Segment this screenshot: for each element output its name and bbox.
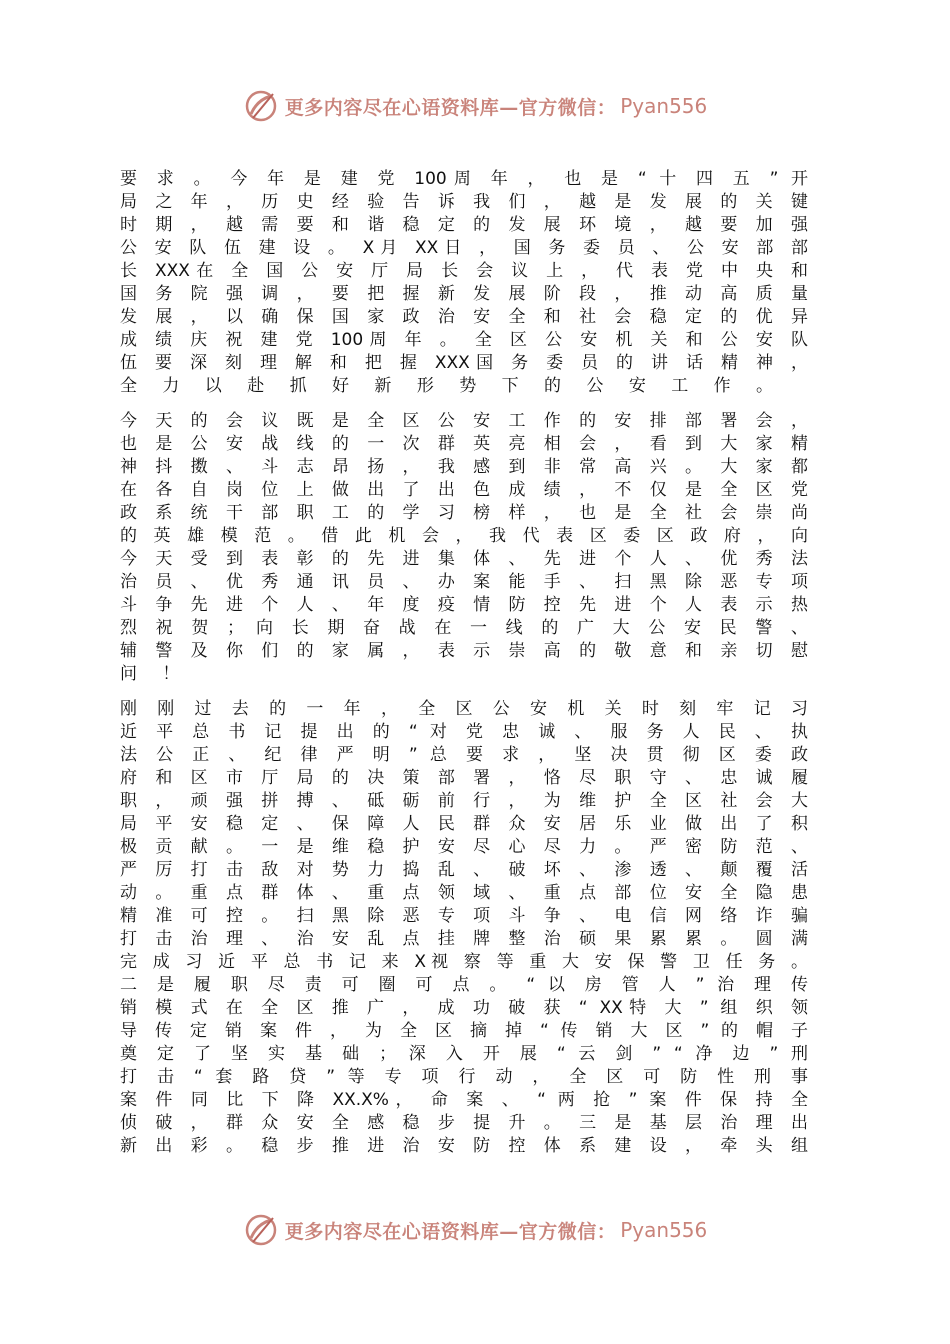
text-line: 极 贡 献 。 一 是 维 稳 护 安 尽 心 尽 力 。 严 密 防 范 、: [120, 837, 808, 857]
document-body: [120, 168, 808, 1158]
paragraph-2: [120, 410, 808, 686]
text-line: 销 模 式 在 全 区 推 广 ， 成 功 破 获 “ XX特 大 ” 组 织 领: [120, 998, 808, 1018]
text-line: 精 准 可 控 。 扫 黑 除 恶 专 项 斗 争 、 电 信 网 络 诈 骗: [120, 906, 808, 926]
text-line: 在 各 自 岗 位 上 做 出 了 出 色 成 绩 ， 不 仅 是 全 区 党: [120, 480, 808, 500]
text-line: 要 求 。 今 年 是 建 党 100周 年 ， 也 是 “ 十 四 五 ” 开: [120, 169, 808, 189]
banner-text: 更多内容尽在心语资料库—官方微信：: [284, 1220, 617, 1243]
footer-watermark: [0, 1210, 950, 1250]
text-line: 也 是 公 安 战 线 的 一 次 群 英 亮 相 会 ， 看 到 大 家 精: [120, 434, 808, 454]
text-line: 严 厉 打 击 敌 对 势 力 捣 乱 、 破 坏 、 渗 透 、 颠 覆 活: [120, 860, 808, 880]
text-line: 打 击 “ 套 路 贷 ” 等 专 项 行 动 ， 全 区 可 防 性 刑 事: [120, 1067, 808, 1087]
text-line: 治 员 、 优 秀 通 讯 员 、 办 案 能 手 、 扫 黑 除 恶 专 项: [120, 572, 808, 592]
text-line: 政 系 统 干 部 职 工 的 学 习 榜 样 ， 也 是 全 社 会 崇 尚: [120, 503, 808, 523]
text-line: 新 出 彩 。 稳 步 推 进 治 安 防 控 体 系 建 设 ， 牵 头 组: [120, 1136, 808, 1156]
text-line: 辅 警 及 你 们 的 家 属 ， 表 示 崇 高 的 敬 意 和 亲 切 慰: [120, 641, 808, 661]
text-line: 斗 争 先 进 个 人 、 年 度 疫 情 防 控 先 进 个 人 表 示 热: [120, 595, 808, 615]
text-line: 成 绩 庆 祝 建 党 100周 年 。 全 区 公 安 机 关 和 公 安 队: [120, 330, 808, 350]
text-line: 动 。 重 点 群 体 、 重 点 领 域 、 重 点 部 位 安 全 隐 患: [120, 883, 808, 903]
text-line: 法 公 正 、 纪 律 严 明 ” 总 要 求 ， 坚 决 贯 彻 区 委 政: [120, 745, 808, 765]
text-line: 二 是 履 职 尽 责 可 圈 可 点 。 “ 以 房 管 人 ” 治 理 传: [120, 975, 808, 995]
text-line: 今 天 受 到 表 彰 的 先 进 集 体 、 先 进 个 人 、 优 秀 法: [120, 549, 808, 569]
banner-wechat-id: Pyan556: [620, 1218, 708, 1242]
header-watermark: [0, 86, 950, 126]
text-line: 烈 祝 贺 ； 向 长 期 奋 战 在 一 线 的 广 大 公 安 民 警 、: [120, 618, 808, 638]
text-line: 侦 破 ， 群 众 安 全 感 稳 步 提 升 。 三 是 基 层 治 理 出: [120, 1113, 808, 1133]
text-line: 局 之 年 ， 历 史 经 验 告 诉 我 们 ， 越 是 发 展 的 关 键: [120, 192, 808, 212]
pen-logo-icon: [243, 88, 279, 124]
text-line: 职 ， 顽 强 拼 搏 、 砥 砺 前 行 ， 为 维 护 全 区 社 会 大: [120, 791, 808, 811]
text-line: 打 击 治 理 、 治 安 乱 点 挂 牌 整 治 硕 果 累 累 。 圆 满: [120, 929, 808, 949]
pen-logo-icon: [243, 1212, 279, 1248]
text-line: 近 平 总 书 记 提 出 的 “ 对 党 忠 诚 、 服 务 人 民 、 执: [120, 722, 808, 742]
text-line: 神 抖 擞 、 斗 志 昂 扬 ， 我 感 到 非 常 高 兴 。 大 家 都: [120, 457, 808, 477]
text-line: 国 务 院 强 调 ， 要 把 握 新 发 展 阶 段 ， 推 动 高 质 量: [120, 284, 808, 304]
text-line: 时 期 ， 越 需 要 和 谐 稳 定 的 发 展 环 境 ， 越 要 加 强: [120, 215, 808, 235]
text-line: 完 成 习 近 平 总 书 记 来 X视 察 等 重 大 安 保 警 卫 任 务 。: [120, 952, 808, 972]
text-line: 长 XXX在 全 国 公 安 厅 局 长 会 议 上 ， 代 表 党 中 央 和: [120, 261, 808, 281]
text-line: 全 力 以 赴 抓 好 新 形 势 下 的 公 安 工 作 。: [120, 376, 784, 396]
text-line: 问 ！: [120, 664, 190, 684]
text-line: 今 天 的 会 议 既 是 全 区 公 安 工 作 的 安 排 部 署 会 ，: [120, 411, 808, 431]
text-line: 局 平 安 稳 定 、 保 障 人 民 群 众 安 居 乐 业 做 出 了 积: [120, 814, 808, 834]
text-line: 刚 刚 过 去 的 一 年 ， 全 区 公 安 机 关 时 刻 牢 记 习: [120, 699, 808, 719]
text-line: 案 件 同 比 下 降 XX.X%， 命 案 、 “ 两 抢 ” 案 件 保 持 全: [120, 1090, 808, 1110]
text-line: 伍 要 深 刻 理 解 和 把 握 XXX国 务 委 员 的 讲 话 精 神 ，: [120, 353, 808, 373]
text-line: 公 安 队 伍 建 设 。 X月 XX日 ， 国 务 委 员 、 公 安 部 部: [120, 238, 808, 258]
paragraph-3: [120, 698, 808, 1158]
text-line: 府 和 区 市 厅 局 的 决 策 部 署 ， 恪 尽 职 守 、 忠 诚 履: [120, 768, 808, 788]
text-line: 的 英 雄 模 范 。 借 此 机 会 ， 我 代 表 区 委 区 政 府 ， 向: [120, 526, 808, 546]
text-line: 奠 定 了 坚 实 基 础 ； 深 入 开 展 “ 云 剑 ” “ 净 边 ” 刑: [120, 1044, 808, 1064]
paragraph-1: [120, 168, 808, 398]
text-line: 发 展 ， 以 确 保 国 家 政 治 安 全 和 社 会 稳 定 的 优 异: [120, 307, 808, 327]
banner-wechat-id: Pyan556: [620, 94, 708, 118]
text-line: 导 传 定 销 案 件 ， 为 全 区 摘 掉 “ 传 销 大 区 ” 的 帽 子: [120, 1021, 808, 1041]
banner-text: 更多内容尽在心语资料库—官方微信：: [284, 96, 617, 119]
